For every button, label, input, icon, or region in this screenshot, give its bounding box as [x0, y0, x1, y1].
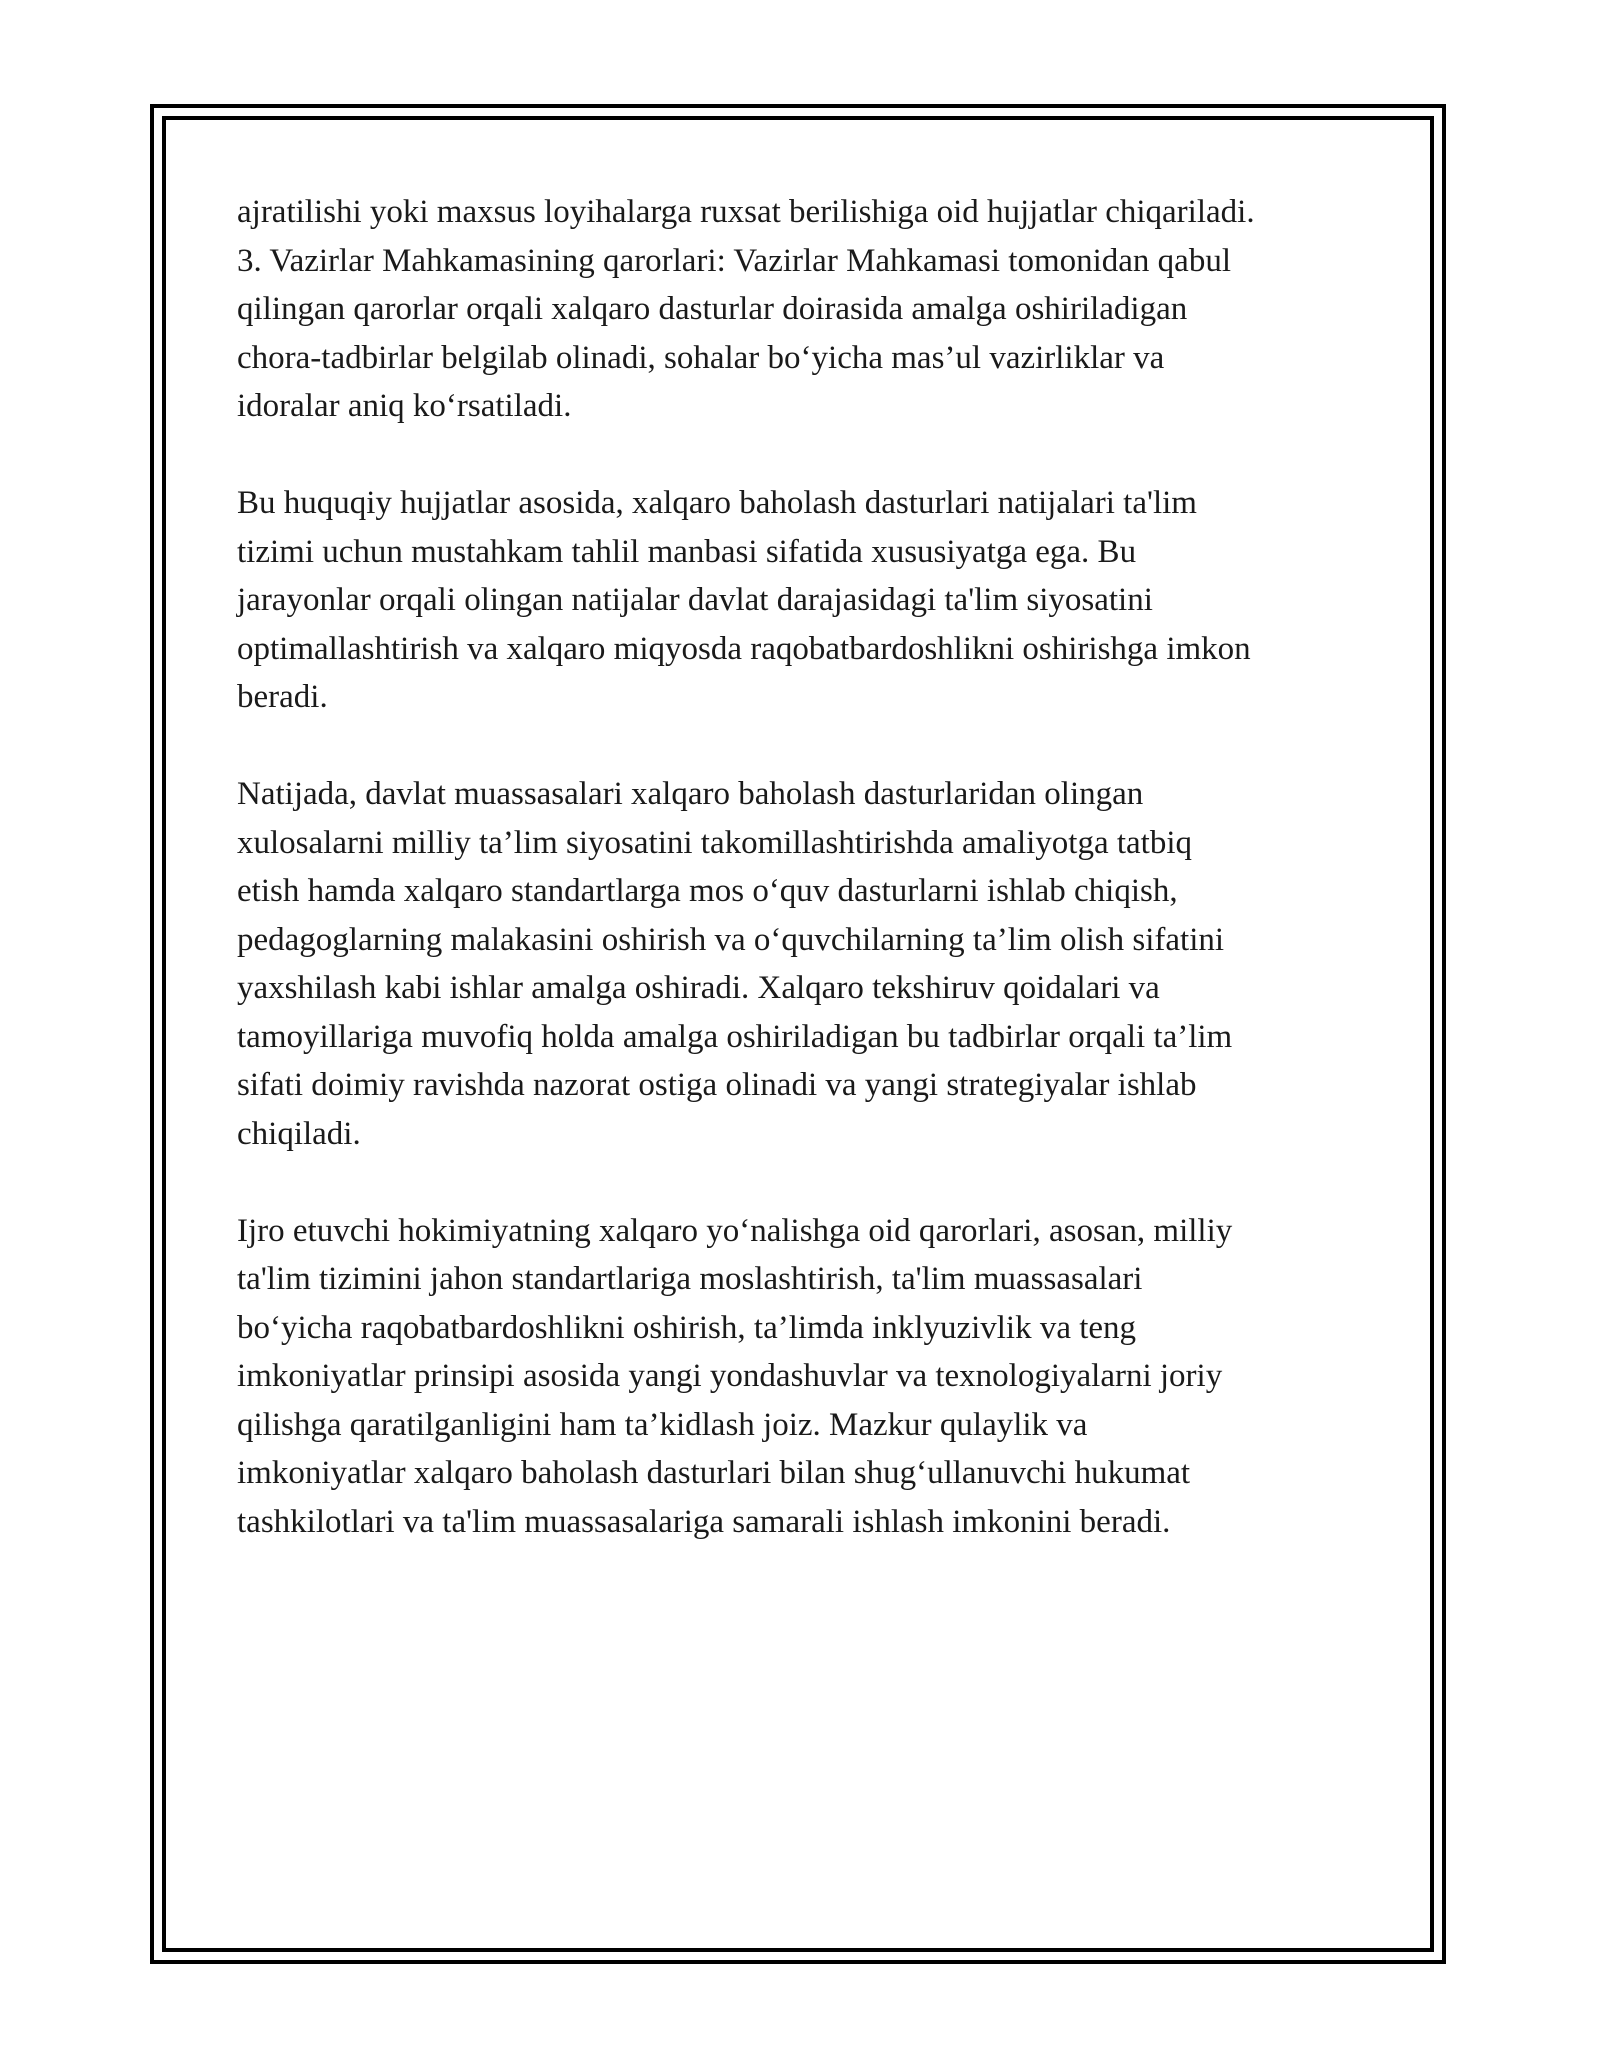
paragraph-4 [237, 1207, 1377, 1547]
text-line: imkoniyatlar xalqaro baholash dasturlari bilan shug‘ullanuvchi hukumat [237, 1455, 1191, 1491]
text-line: tizimi uchun mustahkam tahlil manbasi sifatida xususiyatga ega. Bu [237, 533, 1137, 570]
text-line: Ijro etuvchi hokimiyatning xalqaro yo‘nalishga oid qarorlari, asosan, milliy [237, 1212, 1233, 1249]
text-line: etish hamda xalqaro standartlarga mos o‘quv dasturlarni ishlab chiqish, [237, 873, 1178, 909]
text-line: imkoniyatlar prinsipi asosida yangi yondashuvlar va texnologiyalarni joriy [237, 1358, 1223, 1394]
text-line: tamoyillariga muvofiq holda amalga oshiriladigan bu tadbirlar orqali ta’lim [237, 1018, 1233, 1055]
text-line: ta'lim tizimini jahon standartlariga moslashtirish, ta'lim muassasalari [237, 1261, 1143, 1297]
text-line: jarayonlar orqali olingan natijalar davlat darajasidagi ta'lim siyosatini [237, 582, 1153, 618]
text-line: Bu huquqiy hujjatlar asosida, xalqaro baholash dasturlari natijalari ta'lim [237, 485, 1197, 521]
text-line: yaxshilash kabi ishlar amalga oshiradi. Xalqaro tekshiruv qoidalari va [237, 970, 1160, 1006]
document-body [237, 188, 1377, 1546]
text-line: ajratilishi yoki maxsus loyihalarga ruxsat berilishiga oid hujjatlar chiqariladi. [237, 194, 1255, 230]
text-line: idoralar aniq ko‘rsatiladi. [237, 388, 572, 424]
text-line: xulosalarni milliy ta’lim siyosatini takomillashtirishda amaliyotga tatbiq [237, 824, 1193, 861]
text-line: bo‘yicha raqobatbardoshlikni oshirish, ta’limda inklyuzivlik va teng [237, 1309, 1137, 1346]
text-line: beradi. [237, 679, 328, 715]
text-line: pedagoglarning malakasini oshirish va o‘quvchilarning ta’lim olish sifatini [237, 921, 1225, 958]
text-line: chora-tadbirlar belgilab olinadi, sohalar bo‘yicha mas’ul vazirliklar va [237, 339, 1165, 376]
text-line: Natijada, davlat muassasalari xalqaro baholash dasturlaridan olingan [237, 776, 1144, 812]
paragraph-1 [237, 188, 1377, 431]
text-line: tashkilotlari va ta'lim muassasalariga samarali ishlash imkonini beradi. [237, 1503, 1171, 1540]
paragraph-3 [237, 770, 1377, 1158]
text-line: optimallashtirish va xalqaro miqyosda raqobatbardoshlikni oshirishga imkon [237, 630, 1251, 667]
text-line: qilishga qaratilganligini ham ta’kidlash joiz. Mazkur qulaylik va [237, 1406, 1088, 1443]
text-line: chiqiladi. [237, 1115, 361, 1152]
text-line: sifati doimiy ravishda nazorat ostiga olinadi va yangi strategiyalar ishlab [237, 1067, 1197, 1103]
text-line: qilingan qarorlar orqali xalqaro dasturlar doirasida amalga oshiriladigan [237, 291, 1188, 327]
text-line: 3. Vazirlar Mahkamasining qarorlari: Vazirlar Mahkamasi tomonidan qabul [237, 242, 1231, 279]
paragraph-2 [237, 479, 1377, 722]
